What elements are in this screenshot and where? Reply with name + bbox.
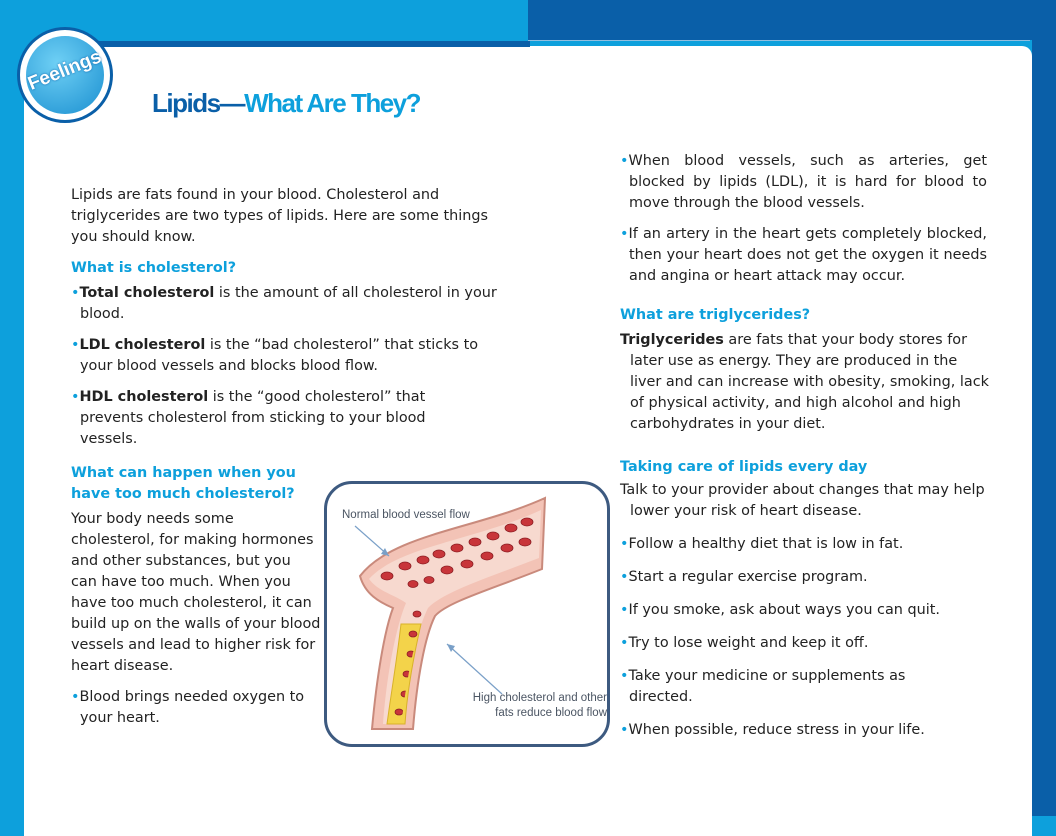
bullet-dot: • bbox=[620, 722, 629, 738]
bullet-dot: • bbox=[620, 153, 629, 169]
tip-item bbox=[620, 633, 987, 654]
tip-item bbox=[620, 600, 987, 621]
bullet-ldl-cholesterol bbox=[71, 335, 500, 377]
bullet-dot: • bbox=[620, 536, 629, 552]
bullet-bold: Total cholesterol bbox=[79, 285, 215, 301]
heading-taking-care: Taking care of lipids every day bbox=[620, 459, 868, 475]
right-column bbox=[620, 151, 987, 741]
bullet-blocked-vessels bbox=[620, 151, 987, 214]
label-normal-flow: Normal blood vessel flow bbox=[342, 509, 470, 521]
bullet-dot: • bbox=[71, 285, 80, 301]
title-part1: Lipids— bbox=[152, 88, 245, 118]
bullet-heart-blocked bbox=[620, 224, 987, 287]
label-high-cholesterol bbox=[439, 691, 607, 721]
title-part2: What Are They? bbox=[244, 88, 421, 118]
triglycerides-paragraph bbox=[620, 330, 990, 435]
triglycerides-bold: Triglycerides bbox=[620, 332, 724, 348]
bullet-dot: • bbox=[71, 337, 80, 353]
tip-text: Start a regular exercise program. bbox=[628, 569, 868, 585]
bullet-text: If an artery in the heart gets completely blocked, then your heart does not get the oxygen it needs and angina or heart attack may occur. bbox=[628, 226, 987, 284]
bullet-text: is the amount of all cholesterol in your blood. bbox=[80, 285, 497, 322]
heading-triglycerides: What are triglycerides? bbox=[620, 307, 811, 323]
bullet-total-cholesterol bbox=[71, 283, 516, 325]
bullet-bold: HDL cholesterol bbox=[79, 389, 209, 405]
tip-text: Try to lose weight and keep it off. bbox=[628, 635, 869, 651]
left-column-upper bbox=[71, 185, 516, 460]
blood-vessel-illustration bbox=[324, 481, 610, 747]
heading-too-much-cholesterol: What can happen when you have too much cholesterol? bbox=[71, 465, 296, 502]
header-band-dark bbox=[528, 0, 1056, 40]
tip-text: If you smoke, ask about ways you can quit. bbox=[628, 602, 940, 618]
bullet-dot: • bbox=[71, 689, 80, 705]
left-column-lower bbox=[71, 463, 321, 739]
care-intro-paragraph: Talk to your provider about changes that may help lower your risk of heart disease. bbox=[620, 482, 985, 519]
heading-what-is-cholesterol: What is cholesterol? bbox=[71, 260, 237, 276]
label-high-line2: fats reduce blood flow bbox=[495, 707, 607, 719]
tip-text: When possible, reduce stress in your life. bbox=[628, 722, 925, 738]
bullet-text: is the “good cholesterol” that prevents cholesterol from sticking to your blood vessels. bbox=[80, 389, 426, 447]
header-bar bbox=[90, 41, 530, 47]
tip-item bbox=[620, 534, 987, 555]
header-rule bbox=[528, 40, 1030, 41]
bullet-text: When blood vessels, such as arteries, get blocked by lipids (LDL), it is hard for blood to move through the blood vessels. bbox=[628, 153, 987, 211]
bullet-oxygen bbox=[71, 687, 321, 729]
tip-text: Take your medicine or supplements as directed. bbox=[628, 668, 906, 705]
bullet-bold: LDL cholesterol bbox=[79, 337, 206, 353]
too-much-paragraph: Your body needs some cholesterol, for making hormones and other substances, but you can have too much. When you have too much cholesterol, it can build up on the walls of your blood vessels and lead to higher risk for heart disease. bbox=[71, 511, 321, 674]
triglycerides-text: are fats that your body stores for later use as energy. They are produced in the liver and can increase with obesity, smoking, lack of physical activity, and high alcohol and high carbohydrates in your diet. bbox=[630, 332, 989, 432]
badge-text: Feelings bbox=[25, 46, 105, 95]
page-title bbox=[152, 88, 420, 119]
tip-text: Follow a healthy diet that is low in fat. bbox=[628, 536, 904, 552]
tip-item bbox=[620, 720, 987, 741]
bullet-text: Blood brings needed oxygen to your heart. bbox=[79, 689, 305, 726]
intro-paragraph: Lipids are fats found in your blood. Cholesterol and triglycerides are two types of lipids. Here are some things you should know. bbox=[71, 187, 488, 245]
tip-item bbox=[620, 567, 987, 588]
bullet-dot: • bbox=[620, 635, 629, 651]
bullet-dot: • bbox=[620, 602, 629, 618]
bullet-dot: • bbox=[620, 226, 629, 242]
right-edge-band bbox=[1032, 40, 1056, 816]
bullet-dot: • bbox=[620, 668, 629, 684]
tip-item bbox=[620, 666, 949, 708]
bullet-dot: • bbox=[71, 389, 80, 405]
feelings-badge bbox=[20, 30, 110, 120]
label-high-line1: High cholesterol and other bbox=[472, 692, 607, 704]
bullet-dot: • bbox=[620, 569, 629, 585]
bullet-hdl-cholesterol bbox=[71, 387, 480, 450]
bullet-text: is the “bad cholesterol” that sticks to your blood vessels and blocks blood flow. bbox=[80, 337, 479, 374]
